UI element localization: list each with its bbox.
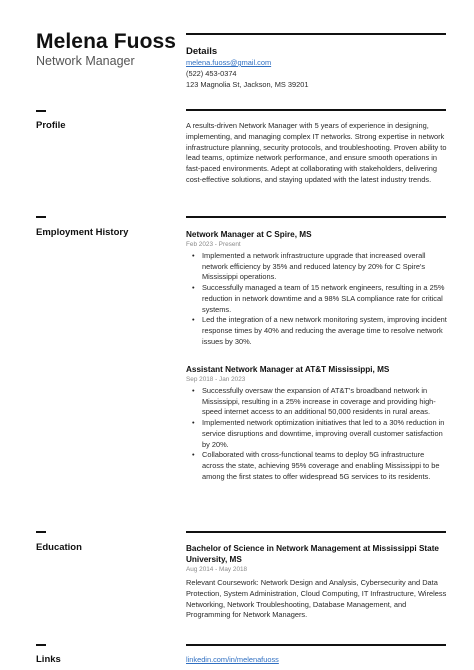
job-bullets [186, 386, 448, 482]
links-dash [36, 644, 46, 646]
candidate-name: Melena Fuoss [36, 30, 177, 53]
phone-text: (522) 453-0374 [186, 69, 237, 78]
job-bullet: • Collaborated with cross-functional teams to deploy 5G infrastructure across the state, achieving 95% coverage and enabling Mississippi to be among the first states to offer widespread 5G services to its residents. [186, 450, 448, 482]
education-dash [36, 531, 46, 533]
links-heading: Links [36, 654, 61, 665]
email-link[interactable]: melena.fuoss@gmail.com [186, 58, 272, 67]
education-divider [186, 531, 446, 533]
job-bullet: • Successfully managed a team of 15 network engineers, resulting in a 25% reduction in network downtime and a 98% SLA compliance rate for critical systems. [186, 283, 448, 315]
job-dates: Feb 2023 - Present [186, 241, 241, 248]
profile-heading: Profile [36, 120, 66, 131]
job-bullet: • Led the integration of a new network monitoring system, improving incident response times by 40% and reducing the average time to resolve network issues by 30%. [186, 315, 448, 347]
education-entry [186, 543, 448, 621]
education-dates: Aug 2014 - May 2018 [186, 566, 248, 573]
links-divider [186, 644, 446, 646]
employment-dash [36, 216, 46, 218]
job-title: Assistant Network Manager at AT&T Mississippi, MS [186, 365, 390, 374]
profile-dash [36, 110, 46, 112]
job-bullets [186, 251, 448, 347]
job-bullet: • Implemented network optimization initiatives that led to a 30% reduction in service disruptions and downtime, improving overall customer satisfaction by 20%. [186, 418, 448, 450]
profile-summary: A results-driven Network Manager with 5 years of experience in designing, implementing, and managing complex IT networks. Strong expertise in network infrastructure planning, security protocols, and troubleshooting. Proven ability to lead teams, optimize network performance, and ensure smooth operations in fast-paced environments. Adept at collaborating with stakeholders, delivering cost-effective solutions, and staying updated with the latest industry trends. [186, 121, 447, 184]
job-title: Network Manager at C Spire, MS [186, 230, 312, 239]
address-text: 123 Magnolia St, Jackson, MS 39201 [186, 80, 309, 89]
details-divider [186, 33, 446, 35]
linkedin-link[interactable]: linkedin.com/in/melenafuoss [186, 655, 279, 664]
employment-heading: Employment History [36, 227, 129, 238]
job-entry [186, 364, 448, 482]
education-heading: Education [36, 542, 82, 553]
job-dates: Sep 2018 - Jan 2023 [186, 376, 246, 383]
job-bullet: • Implemented a network infrastructure upgrade that increased overall network efficiency by 35% and reduced latency by 20% for C Spire's Mississippi operations. [186, 251, 448, 283]
candidate-title: Network Manager [36, 54, 135, 68]
job-bullet: • Successfully oversaw the expansion of AT&T's broadband network in Mississippi, resulting in a 25% increase in coverage and providing high-speed internet access to an additional 50,000 residents in rural areas. [186, 386, 448, 418]
degree-title: Bachelor of Science in Network Management at Mississippi State University, MS [186, 544, 439, 564]
employment-divider [186, 216, 446, 218]
coursework-text: Relevant Coursework: Network Design and Analysis, Cybersecurity and Data Protection, System Administration, Cloud Computing, IT Infrastructure, Wireless Networking, Network Troubleshooting, Database Management, and Programming for Network Managers. [186, 578, 447, 620]
job-entry [186, 229, 448, 347]
profile-divider [186, 109, 446, 111]
details-heading: Details [186, 46, 218, 57]
